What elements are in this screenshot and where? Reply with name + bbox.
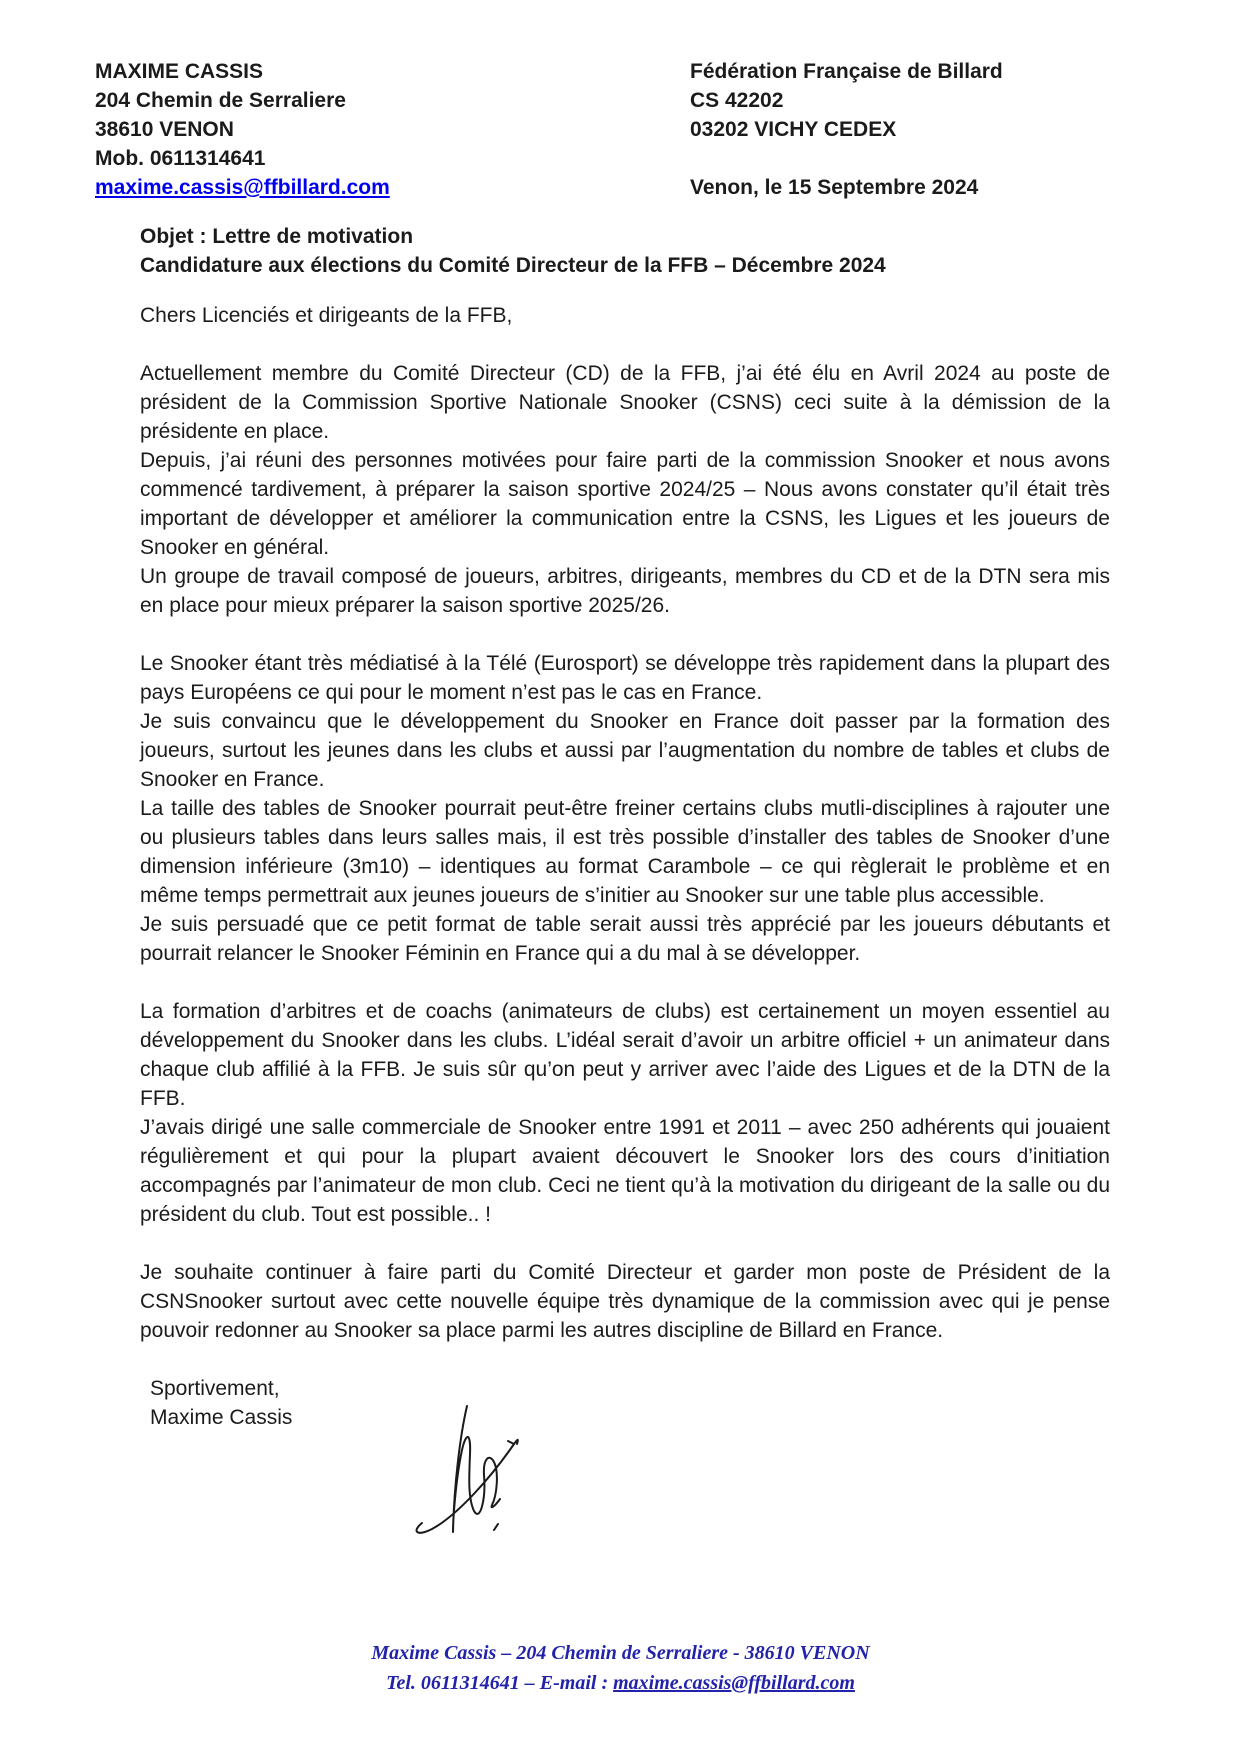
closing-signer-name: Maxime Cassis bbox=[150, 1406, 293, 1429]
subject-block bbox=[140, 222, 1120, 280]
recipient-address-line1: CS 42202 bbox=[690, 89, 784, 112]
body-paragraph: Depuis, j’ai réuni des personnes motivées pour faire parti de la commission Snooker et nous avons commencé tardivement, à préparer la saison sportive 2024/25 – Nous avons constater qu’il était très important de développer et améliorer la communication entre la CSNS, les Ligues et les joueurs de Snooker en général. bbox=[140, 449, 1110, 559]
handwritten-signature-icon bbox=[410, 1402, 528, 1548]
footer-email-link[interactable]: maxime.cassis@ffbillard.com bbox=[613, 1672, 855, 1694]
body-paragraph: Chers Licenciés et dirigeants de la FFB, bbox=[140, 304, 513, 327]
recipient-block bbox=[690, 57, 1003, 202]
closing-salutation: Sportivement, bbox=[150, 1377, 280, 1400]
body-paragraph: J’avais dirigé une salle commerciale de Snooker entre 1991 et 2011 – avec 250 adhérents qui jouaient régulièrement et qui pour la plupart avaient découvert le Snooker lors des cours d’initiation accompagnés par l’animateur de mon club. Ceci ne tient qu’à la motivation du dirigeant de la salle ou du président du club. Tout est possible.. ! bbox=[140, 1116, 1110, 1226]
recipient-address-line2: 03202 VICHY CEDEX bbox=[690, 118, 897, 141]
sender-name: MAXIME CASSIS bbox=[95, 60, 264, 83]
footer-line2 bbox=[0, 1668, 1241, 1698]
letter-body bbox=[140, 301, 1110, 1544]
body-paragraph: La formation d’arbitres et de coachs (animateurs de clubs) est certainement un moyen essentiel au développement du Snooker dans les clubs. L’idéal serait d’avoir un arbitre officiel + un animateur dans chaque club affilié à la FFB. Je suis sûr qu’on peut y arriver avec l’aide des Ligues et de la DTN de la FFB. bbox=[140, 1000, 1110, 1110]
sender-email-link[interactable]: maxime.cassis@ffbillard.com bbox=[95, 176, 390, 199]
body-paragraph: Je suis persuadé que ce petit format de table serait aussi très apprécié par les joueurs débutants et pourrait relancer le Snooker Féminin en France qui a du mal à se développer. bbox=[140, 913, 1110, 965]
sender-address-line1: 204 Chemin de Serraliere bbox=[95, 89, 346, 112]
date-line: Venon, le 15 Septembre 2024 bbox=[690, 176, 979, 199]
sender-block bbox=[95, 57, 390, 202]
subject-line1: Objet : Lettre de motivation bbox=[140, 225, 414, 248]
footer-line1: Maxime Cassis – 204 Chemin de Serraliere - 38610 VENON bbox=[371, 1642, 870, 1664]
header-spacer bbox=[690, 144, 1003, 173]
sender-address-line2: 38610 VENON bbox=[95, 118, 234, 141]
page-footer bbox=[0, 1638, 1241, 1698]
sender-mobile: Mob. 0611314641 bbox=[95, 147, 266, 170]
body-paragraph: Le Snooker étant très médiatisé à la Télé (Eurosport) se développe très rapidement dans la plupart des pays Européens ce qui pour le moment n’est pas le cas en France. bbox=[140, 652, 1110, 704]
body-paragraph: Je souhaite continuer à faire parti du Comité Directeur et garder mon poste de Président de la CSNSnooker surtout avec cette nouvelle équipe très dynamique de la commission avec qui je pense pouvoir redonner au Snooker sa place parmi les autres discipline de Billard en France. bbox=[140, 1261, 1110, 1342]
body-paragraph: La taille des tables de Snooker pourrait peut-être freiner certains clubs mutli-disciplines à rajouter une ou plusieurs tables dans leurs salles mais, il est très possible d’installer des tables de Snooker d’une dimension inférieure (3m10) – identiques au format Carambole – ce qui règlerait le problème et en même temps permettrait aux jeunes joueurs de s’initier au Snooker sur une table plus accessible. bbox=[140, 797, 1110, 907]
body-paragraph: Je suis convaincu que le développement du Snooker en France doit passer par la formation des joueurs, surtout les jeunes dans les clubs et aussi par l’augmentation du nombre de tables et clubs de Snooker en France. bbox=[140, 710, 1110, 791]
closing-block bbox=[140, 1374, 1110, 1544]
subject-line2: Candidature aux élections du Comité Directeur de la FFB – Décembre 2024 bbox=[140, 254, 886, 277]
recipient-name: Fédération Française de Billard bbox=[690, 60, 1003, 83]
body-paragraph: Actuellement membre du Comité Directeur (CD) de la FFB, j’ai été élu en Avril 2024 au poste de président de la Commission Sportive Nationale Snooker (CSNS) ceci suite à la démission de la présidente en place. bbox=[140, 362, 1110, 443]
body-paragraph: Un groupe de travail composé de joueurs, arbitres, dirigeants, membres du CD et de la DTN sera mis en place pour mieux préparer la saison sportive 2025/26. bbox=[140, 565, 1110, 617]
footer-contact-text: Tel. 0611314641 – E-mail : bbox=[386, 1672, 614, 1694]
